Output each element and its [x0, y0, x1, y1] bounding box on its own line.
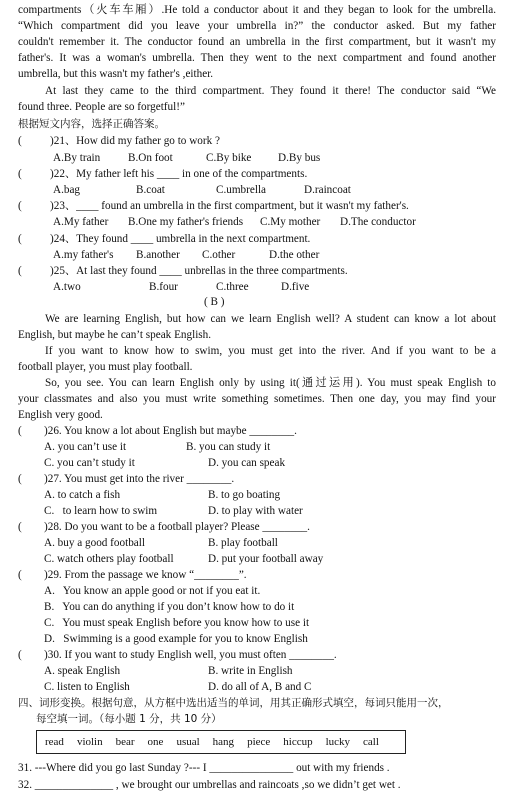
word-bank-item: read [45, 736, 64, 748]
question-30 [18, 647, 337, 663]
passage1-line: found three. People are so forgetful!” [18, 101, 185, 113]
option-c: C. to learn how to swim [44, 505, 158, 517]
passage2-line: football player, you must play football. [18, 361, 193, 373]
section-b-heading: ( B ) [204, 296, 225, 308]
option-b: B. play football [208, 537, 278, 549]
answer-paren: ( [18, 473, 22, 485]
option-b: B.coat [136, 184, 165, 196]
answer-paren: ( [18, 569, 22, 581]
passage2-line: English very good. [18, 409, 103, 421]
passage2-line: So, you see. You can learn English only by using it(通过运用). You must speak English to [45, 377, 496, 389]
option-d: D.five [281, 281, 310, 293]
option-b: B.On foot [128, 152, 173, 164]
option-a: A.my father's [53, 249, 114, 261]
passage2-line: We are learning English, but how can we learn English well? A student can know a lot about [45, 313, 496, 325]
question-27 [18, 471, 235, 487]
passage1-line: couldn't remember it. The conductor found an umbrella in the first compartment, but it wasn't my [18, 36, 496, 48]
question-25 [18, 263, 348, 279]
word-bank-box [36, 730, 406, 754]
question-stem: )26. You know a lot about English but maybe ________. [44, 425, 297, 437]
passage1-line: umbrella, but this wasn't my father's ,either. [18, 68, 214, 80]
answer-paren: ( [18, 425, 22, 437]
option-a: A.By train [53, 152, 101, 164]
option-a: A.My father [53, 216, 109, 228]
question-26 [18, 423, 297, 439]
passage2-line: your classmates and also you must write something sometimes. Then one day, you may find your [18, 393, 496, 405]
question-stem: )24、They found ____ umbrella in the next compartment. [50, 233, 311, 245]
option-b: B. You can do anything if you don’t know how to do it [44, 601, 295, 613]
question-stem: )23、____ found an umbrella in the first compartment, but it wasn't my father's. [50, 200, 409, 212]
option-a: A. You know an apple good or not if you eat it. [44, 585, 261, 597]
option-d: D.The conductor [340, 216, 416, 228]
word-bank-item: piece [247, 736, 271, 748]
question-29 [18, 567, 247, 583]
answer-paren: ( [18, 521, 22, 533]
question-stem: )28. Do you want to be a football player? Please ________. [44, 521, 310, 533]
answer-paren: ( [18, 135, 22, 147]
section4-instruction: 每空填一词。（每小题 1 分，共 10 分） [36, 713, 222, 725]
option-b: B.One my father's friends [128, 216, 244, 228]
passage1-line: “Which compartment did you leave your umbrella in?” the conductor asked. But my father [18, 20, 496, 32]
option-a: A. buy a good football [44, 537, 145, 549]
option-d: D. do all of A, B and C [208, 681, 312, 693]
word-bank-item: violin [76, 736, 103, 748]
passage2-line: If you want to know how to swim, you must get into the river. And if you want to be a [45, 345, 496, 357]
answer-paren: ( [18, 265, 22, 277]
option-d: D.raincoat [304, 184, 351, 196]
option-a: A.bag [53, 184, 81, 196]
question-stem: )29. From the passage we know “________”. [44, 569, 247, 581]
option-c: C.three [216, 281, 249, 293]
answer-paren: ( [18, 233, 22, 245]
question-28 [18, 519, 310, 535]
option-d: D. Swimming is a good example for you to know English [44, 633, 308, 645]
word-bank-item: bear [115, 736, 135, 748]
option-c: C. listen to English [44, 681, 130, 693]
option-a: A.two [53, 281, 81, 293]
option-d: D. you can speak [208, 457, 286, 469]
option-b: B. to go boating [208, 489, 281, 501]
word-bank-item: lucky [325, 736, 351, 748]
option-d: D. put your football away [208, 553, 324, 565]
question-24 [18, 231, 311, 247]
passage1-line: At last they came to the third compartment. They found it there! The conductor said “We [45, 85, 496, 97]
option-c: C.umbrella [216, 184, 267, 196]
option-c: C. watch others play football [44, 553, 174, 565]
option-d: D.the other [269, 249, 320, 261]
question-stem: )27. You must get into the river ________. [44, 473, 235, 485]
option-a: A. you can’t use it [44, 441, 127, 453]
option-c: C.My mother [260, 216, 321, 228]
section4-instruction: 四、词形变换。根据句意，从方框中选出适当的单词，用其正确形式填空，每词只能用一次， [18, 697, 449, 709]
option-a: A. speak English [44, 665, 121, 677]
answer-paren: ( [18, 200, 22, 212]
option-b: B.another [136, 249, 180, 261]
option-d: D.By bus [278, 152, 321, 164]
answer-paren: ( [18, 168, 22, 180]
word-bank-item: usual [176, 736, 200, 748]
option-b: B. write in English [208, 665, 293, 677]
option-c: C. you can’t study it [44, 457, 135, 469]
word-bank-item: hang [212, 736, 235, 748]
instruction-text: 根据短文内容，选择正确答案。 [18, 118, 165, 130]
question-stem: )30. If you want to study English well, you must often ________. [44, 649, 337, 661]
question-23 [18, 198, 409, 214]
option-b: B.four [149, 281, 178, 293]
answer-paren: ( [18, 649, 22, 661]
word-bank-item: call [363, 736, 379, 748]
passage2-line: English, but maybe he can’t speak English. [18, 329, 212, 341]
option-c: C.By bike [206, 152, 252, 164]
word-bank-item: hiccup [283, 736, 313, 748]
option-c: C. You must speak English before you know how to use it [44, 617, 310, 629]
question-32: 32. ______________ , we brought our umbrellas and raincoats ,so we didn’t get wet . [18, 779, 401, 791]
option-a: A. to catch a fish [44, 489, 121, 501]
question-21 [18, 133, 220, 149]
passage1-line: father's. It was a woman's umbrella. Then they went to the next compartment and found another [18, 52, 496, 64]
word-bank-item: one [147, 736, 164, 748]
question-31: 31. ---Where did you go last Sunday ?--- I _______________ out with my friends . [18, 762, 390, 774]
question-stem: )25、At last they found ____ unbrellas in the three compartments. [50, 265, 348, 277]
question-stem: )21、How did my father go to work ? [50, 135, 220, 147]
question-stem: )22、My father left his ____ in one of the compartments. [50, 168, 308, 180]
question-22 [18, 166, 308, 182]
option-b: B. you can study it [186, 441, 271, 453]
option-d: D. to play with water [208, 505, 303, 517]
option-c: C.other [202, 249, 236, 261]
passage1-line: compartments（火车车厢）.He told a conductor about it and they began to look for the umbrella. [18, 4, 496, 16]
